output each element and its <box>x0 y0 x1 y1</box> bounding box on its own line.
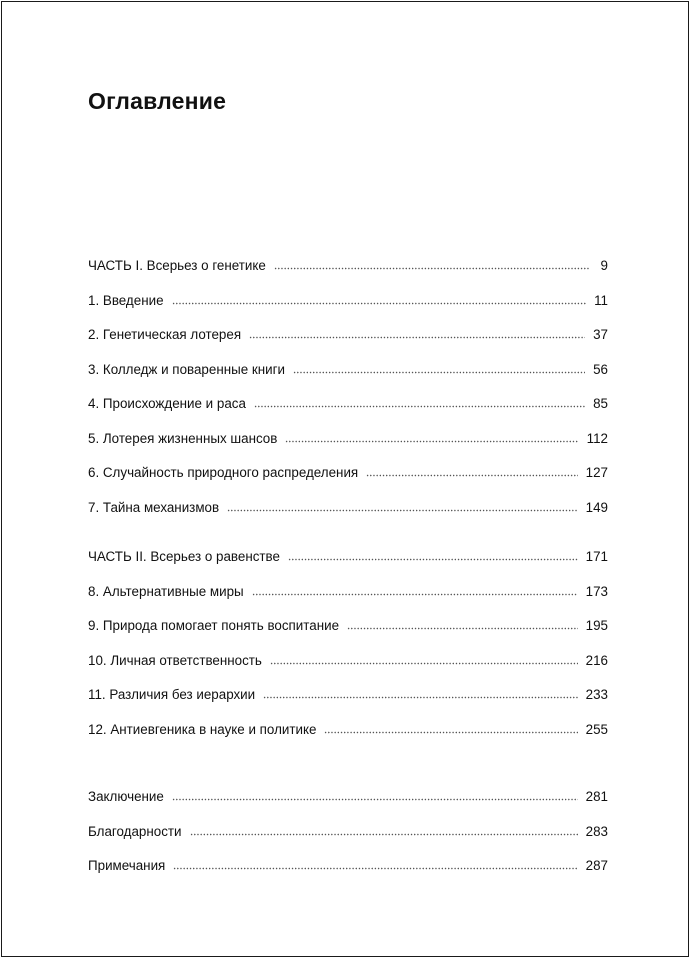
toc-entry-page: 171 <box>585 549 608 564</box>
page <box>1 1 689 957</box>
toc-entry-label: 4. Происхождение и раса <box>88 396 246 411</box>
dot-leader <box>288 549 578 561</box>
dot-leader <box>366 465 577 477</box>
toc-entry[interactable] <box>88 256 608 291</box>
toc-entry-page: 112 <box>586 430 608 446</box>
toc-entry-label: ЧАСТЬ II. Всерьез о равенстве <box>88 549 280 564</box>
toc-entry-page: 9 <box>600 258 608 273</box>
toc-entry-label: 3. Колледж и поваренные книги <box>88 361 285 377</box>
toc-entry[interactable] <box>88 822 608 857</box>
toc-entry-page: 173 <box>585 583 608 599</box>
toc-entry-page: 85 <box>593 396 608 411</box>
dot-leader <box>254 396 585 408</box>
toc-entry-label: 2. Генетическая лотерея <box>88 327 242 342</box>
toc-entry-page: 255 <box>585 721 608 737</box>
toc-entry[interactable] <box>88 651 608 686</box>
toc-entry-page: 216 <box>585 652 608 668</box>
toc-entry[interactable] <box>88 547 608 582</box>
toc-entry-label: 12. Антиевгеника в науке и политике <box>88 721 317 737</box>
toc-entry-page: 287 <box>585 858 608 873</box>
toc-entry[interactable] <box>88 582 608 617</box>
toc-entry-page: 195 <box>585 618 608 633</box>
dot-leader <box>249 327 585 339</box>
toc-entry[interactable] <box>88 787 608 822</box>
dot-leader <box>293 362 585 374</box>
dot-leader <box>172 789 578 801</box>
toc-entry-page: 56 <box>593 361 608 377</box>
toc-entry-page: 127 <box>585 465 608 480</box>
toc-entry-label: 6. Случайность природного распределения <box>88 465 359 480</box>
toc-entry[interactable] <box>88 360 608 395</box>
dot-leader <box>324 722 577 734</box>
toc-entry[interactable] <box>88 498 608 533</box>
toc-entry[interactable] <box>88 429 608 464</box>
toc-entry-label: ЧАСТЬ I. Всерьез о генетике <box>88 258 266 273</box>
toc-entry-page: 233 <box>585 687 608 702</box>
dot-leader <box>347 618 578 630</box>
dot-leader <box>227 500 578 512</box>
toc-entry[interactable] <box>88 856 608 891</box>
toc-entry[interactable] <box>88 720 608 755</box>
toc-entry[interactable] <box>88 291 608 326</box>
toc-entry-page: 283 <box>585 823 608 839</box>
toc-entry-label: 9. Природа помогает понять воспитание <box>88 618 340 633</box>
toc-entry-label: 10. Личная ответственность <box>88 652 262 668</box>
toc-entry-label: 7. Тайна механизмов <box>88 499 220 515</box>
toc-entry-page: 11 <box>594 292 608 308</box>
page-title: Оглавление <box>88 88 227 114</box>
toc-section-back-matter <box>88 787 608 891</box>
toc-entry-page: 149 <box>585 499 608 515</box>
dot-leader <box>285 431 578 443</box>
dot-leader <box>190 824 578 836</box>
toc-entry-page: 281 <box>585 789 608 804</box>
toc-entry-label: 5. Лотерея жизненных шансов <box>88 430 278 446</box>
toc-entry[interactable] <box>88 394 608 429</box>
toc-entry[interactable] <box>88 685 608 720</box>
dot-leader <box>173 858 577 870</box>
toc-section-part-1 <box>88 256 608 532</box>
dot-leader <box>263 687 578 699</box>
toc-entry-label: Заключение <box>88 789 164 804</box>
toc-entry-label: Благодарности <box>88 823 182 839</box>
toc-entry-label: 8. Альтернативные миры <box>88 583 244 599</box>
toc-section-part-2 <box>88 547 608 754</box>
toc-entry[interactable] <box>88 463 608 498</box>
dot-leader <box>274 258 590 270</box>
dot-leader <box>252 584 578 596</box>
dot-leader <box>270 653 578 665</box>
toc-entry[interactable] <box>88 616 608 651</box>
toc-entry-page: 37 <box>593 327 608 342</box>
dot-leader <box>172 293 587 305</box>
toc-entry-label: 1. Введение <box>88 292 164 308</box>
toc-entry[interactable] <box>88 325 608 360</box>
toc-entry-label: Примечания <box>88 858 166 873</box>
toc-entry-label: 11. Различия без иерархии <box>88 687 256 702</box>
